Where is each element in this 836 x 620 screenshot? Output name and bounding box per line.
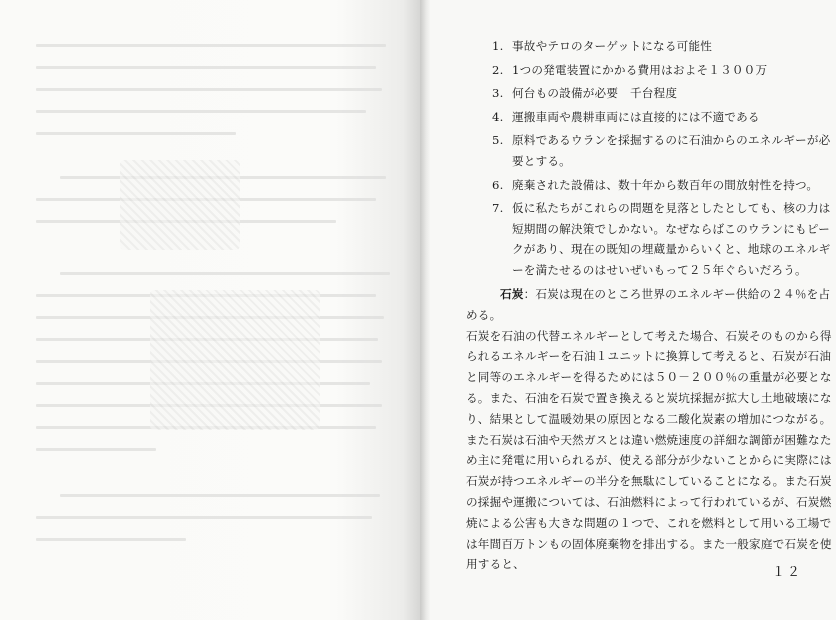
list-number: 1. <box>492 39 504 53</box>
list-number: 6. <box>492 177 504 192</box>
bleed-through-line <box>60 494 380 497</box>
coal-intro-text: ：石炭は現在のところ世界のエネルギー供給の２４％を占める。 <box>466 287 831 322</box>
issues-list <box>492 36 832 284</box>
list-text: 原料であるウランを採掘するのに石油からのエネルギーが必要とする。 <box>512 133 831 168</box>
list-text: 廃棄された設備は、数十年から数百年の間放射性を持つ。 <box>512 177 819 192</box>
bleed-through-line <box>36 110 366 113</box>
bleed-through-figure <box>120 160 240 250</box>
list-item <box>492 175 832 196</box>
list-number: 2. <box>492 62 504 77</box>
bleed-through-line <box>36 516 372 519</box>
list-item <box>492 60 832 81</box>
list-number: 7. <box>492 201 504 216</box>
bleed-through-line <box>36 538 186 541</box>
section-heading: 石炭 <box>500 287 524 301</box>
bleed-through-line <box>36 132 236 135</box>
page-number: １２ <box>771 565 802 580</box>
bleed-through-figure <box>150 290 320 430</box>
list-item <box>492 198 832 280</box>
list-number: 3. <box>492 86 504 101</box>
body-paragraph: また石炭は石油や天然ガスとは違い燃焼速度の詳細な調節が困難なため主に発電に用いられるが、使える部分が少ないことからに実際には石炭が持つエネルギーの半分を無駄にしていることになる。また石炭の採掘や運搬については、石油燃料によって行われているが、石炭燃焼による公害も大きな問題の１つで、これを燃料として用いる工場では年間百万トンもの固体廃棄物を排出する。また一般家庭で石炭を使用すると、 <box>466 432 832 572</box>
right-page <box>430 0 836 620</box>
list-text: 仮に私たちがこれらの問題を見落としたとしても、核の力は短期間の解決策でしかない。なぜならばこのウランにもピークがあり、現在の既知の埋蔵量からいくと、地球のエネルギーを満たせるのはせいぜいもって２５年ぐらいだろう。 <box>512 201 831 277</box>
list-text: 事故やテロのターゲットになる可能性 <box>512 39 713 53</box>
list-item <box>492 130 832 171</box>
bleed-through-line <box>36 44 386 47</box>
bleed-through-line <box>36 448 156 451</box>
list-item <box>492 36 832 57</box>
coal-section <box>466 284 832 575</box>
list-item <box>492 83 832 104</box>
coal-intro-paragraph <box>466 284 832 326</box>
bleed-through-line <box>60 272 390 275</box>
list-text: 運搬車両や農耕車両には直接的には不適である <box>512 109 760 124</box>
list-text: 1つの発電装置にかかる費用はおよそ１３００万 <box>512 62 768 77</box>
list-number: 5. <box>492 133 504 148</box>
list-number: 4. <box>492 109 504 124</box>
bleed-through-line <box>36 88 382 91</box>
bleed-through-line <box>36 66 376 69</box>
list-text: 何台もの設備が必要 千台程度 <box>512 86 678 101</box>
body-paragraph: 石炭を石油の代替エネルギーとして考えた場合、石炭そのものから得られるエネルギーを石油１ユニットに換算して考えると、石炭が石油と同等のエネルギーを得るためには５０－２００％の重量が必要となる。また、石油を石炭で置き換えると炭坑採掘が拡大し土地破壊になり、結果として温暖効果の原因となる二酸化炭素の増加につながる。 <box>466 328 832 426</box>
book-gutter <box>420 0 430 620</box>
list-item <box>492 107 832 128</box>
